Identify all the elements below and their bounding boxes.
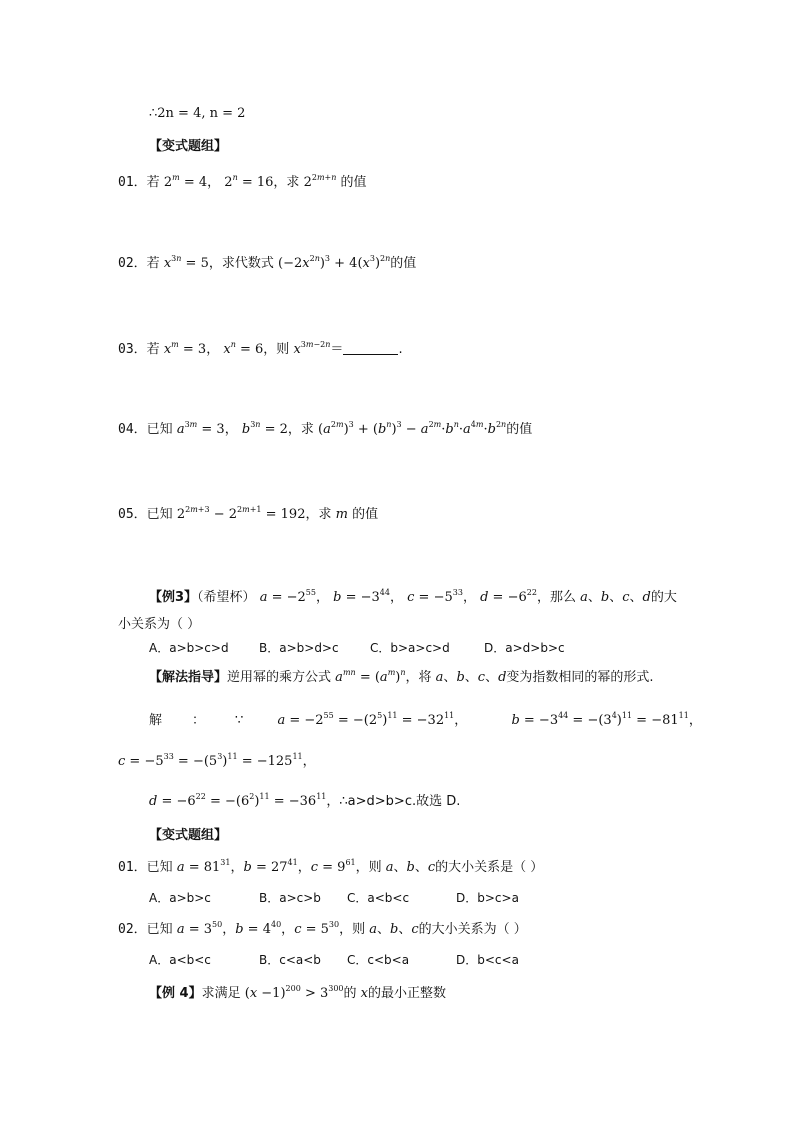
variant-01-option-a[interactable]: A．a>b>c bbox=[149, 891, 211, 905]
variant-02-option-b[interactable]: B．c<a<b bbox=[259, 953, 321, 967]
question-03: 03．若 $x^m = 3$， $x^n = 6$，则 $x^{3m-2n}=$ . bbox=[118, 340, 403, 357]
variant-question-01: 01．已知 $a = 81^{31}$，$b = 27^{41}$，$c = 9^{61}$，则 a、b、c的大小关系是（ ） bbox=[118, 858, 544, 875]
solution-line3: $d = -6^{22} = -(6^2)^{11} = -36^{11}$，∴a>d>b>c.故选 D. bbox=[149, 792, 461, 809]
solution-guide: 【解法指导】逆用幂的乘方公式 $a^{mn} = (a^m)^n$，将 a、b、c、d变为指数相同的幂的形式. bbox=[149, 668, 654, 685]
variant-heading-2: 【变式题组】 bbox=[149, 828, 228, 843]
question-01: 01．若 $2^m = 4$， $2^n = 16$，求 $2^{2m+n}$ 的值 bbox=[118, 173, 367, 190]
example-3-line1: 【例3】（希望杯） $a = -2^{55}$， $b = -3^{44}$， $c = -5^{33}$， $d = -6^{22}$，那么 a、b、c、d的大 bbox=[149, 588, 677, 605]
question-04: 04．已知 $a^{3m} = 3$， $b^{3n} = 2$，求 $(a^{2m})^3 + (b^n)^3 - a^{2m}\cdot b^n\cdot a^{4m}\cdot b^{2n}$的值 bbox=[118, 420, 533, 437]
solution-line1: 解 ： ∵ $a = -2^{55} = -(2^5)^{11} = -32^{11}$， $b = -3^{44} = -(3^4)^{11} = -81^{11}$， bbox=[149, 711, 702, 728]
variant-02-option-c[interactable]: C．c<b<a bbox=[347, 953, 410, 967]
solution-line2: $c = -5^{33} = -(5^3)^{11} = -125^{11}$， bbox=[118, 752, 316, 769]
example-3-option-c[interactable]: C．b>a>c>d bbox=[370, 641, 450, 655]
variant-question-02: 02．已知 $a = 3^{50}$，$b = 4^{40}$，$c = 5^{30}$，则 a、b、c的大小关系为（ ） bbox=[118, 920, 527, 937]
question-02: 02．若 $x^{3n} = 5$，求代数式 $(-2x^{2n})^3 + 4(x^3)^{2n}$的值 bbox=[118, 254, 417, 271]
solution-conclusion-line: ∴2n = 4, n = 2 bbox=[149, 106, 246, 121]
variant-02-option-d[interactable]: D．b<c<a bbox=[456, 953, 519, 967]
variant-02-option-a[interactable]: A．a<b<c bbox=[149, 953, 211, 967]
question-05: 05．已知 $2^{2m+3} - 2^{2m+1} = 192$，求 m 的值 bbox=[118, 505, 379, 522]
example-3-option-b[interactable]: B．a>b>d>c bbox=[259, 641, 339, 655]
variant-01-option-b[interactable]: B．a>c>b bbox=[259, 891, 321, 905]
answer-blank[interactable] bbox=[343, 340, 398, 355]
example-4: 【例 4】求满足 $(x -1)^{200} > 3^{300}$的 x的最小正整数 bbox=[149, 984, 447, 1001]
variant-heading: 【变式题组】 bbox=[149, 139, 228, 154]
example-3-line2: 小关系为（ ） bbox=[118, 617, 201, 632]
variant-01-option-c[interactable]: C．a<b<c bbox=[347, 891, 410, 905]
variant-01-option-d[interactable]: D．b>c>a bbox=[456, 891, 519, 905]
example-3-option-d[interactable]: D．a>d>b>c bbox=[484, 641, 565, 655]
example-3-option-a[interactable]: A．a>b>c>d bbox=[149, 641, 229, 655]
